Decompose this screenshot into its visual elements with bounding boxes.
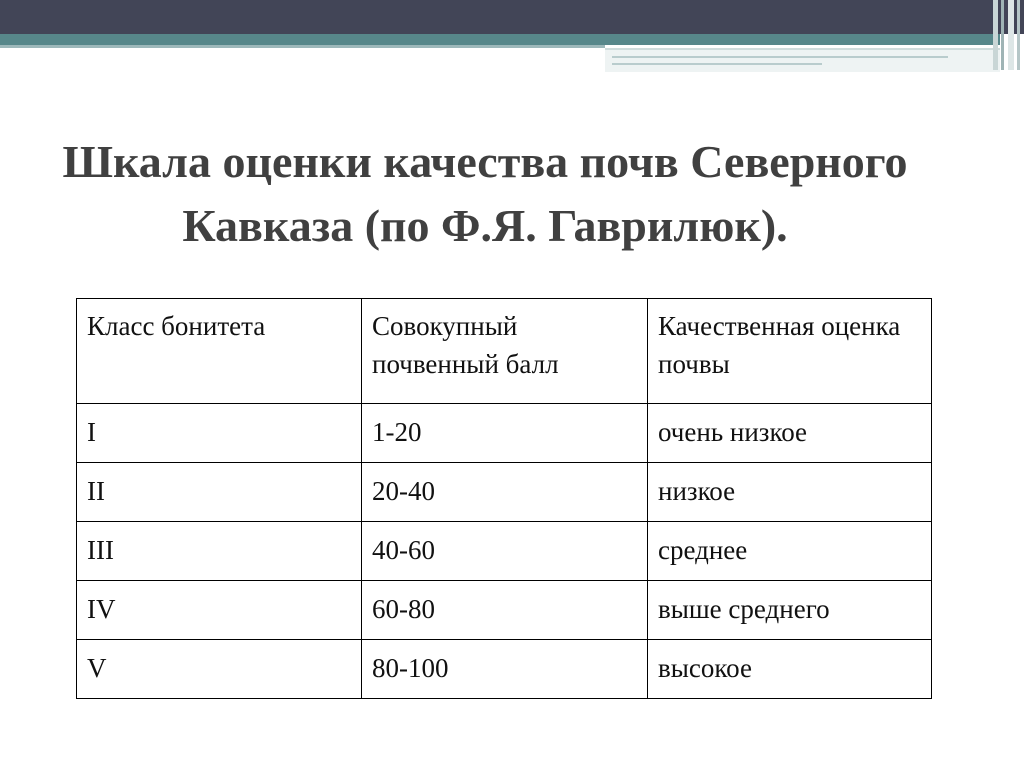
rating-cell: низкое — [648, 463, 932, 522]
soil-quality-table — [76, 298, 932, 699]
slide-title: Шкала оценки качества почв Северного Кавказа (по Ф.Я. Гаврилюк). — [62, 136, 908, 251]
header-accent-line — [0, 45, 605, 48]
table-row — [77, 581, 932, 640]
header-accent-stripe — [612, 56, 948, 58]
score-cell: 1-20 — [362, 404, 648, 463]
header-cell-score: Совокупный почвенный балл — [362, 299, 648, 404]
score-cell: 80-100 — [362, 640, 648, 699]
class-cell: III — [77, 522, 362, 581]
score-cell: 20-40 — [362, 463, 648, 522]
header-accent-box — [605, 48, 1000, 72]
header-decor-bar — [0, 0, 1024, 34]
class-cell: V — [77, 640, 362, 699]
header-cell-rating: Качественная оценка почвы — [648, 299, 932, 404]
class-cell: IV — [77, 581, 362, 640]
rating-cell: очень низкое — [648, 404, 932, 463]
table-row — [77, 640, 932, 699]
corner-stripe — [1017, 0, 1020, 70]
score-cell: 40-60 — [362, 522, 648, 581]
corner-stripe — [1001, 0, 1004, 70]
class-cell: II — [77, 463, 362, 522]
table-row — [77, 404, 932, 463]
table-row — [77, 463, 932, 522]
rating-cell: высокое — [648, 640, 932, 699]
class-cell: I — [77, 404, 362, 463]
corner-stripe — [993, 0, 998, 70]
rating-cell: выше среднего — [648, 581, 932, 640]
table-header-row — [77, 299, 932, 404]
corner-stripe — [1008, 0, 1014, 70]
header-accent-stripe — [612, 63, 822, 65]
score-cell: 60-80 — [362, 581, 648, 640]
header-accent-band — [0, 34, 1000, 45]
header-cell-class: Класс бонитета — [77, 299, 362, 404]
table-row — [77, 522, 932, 581]
rating-cell: среднее — [648, 522, 932, 581]
